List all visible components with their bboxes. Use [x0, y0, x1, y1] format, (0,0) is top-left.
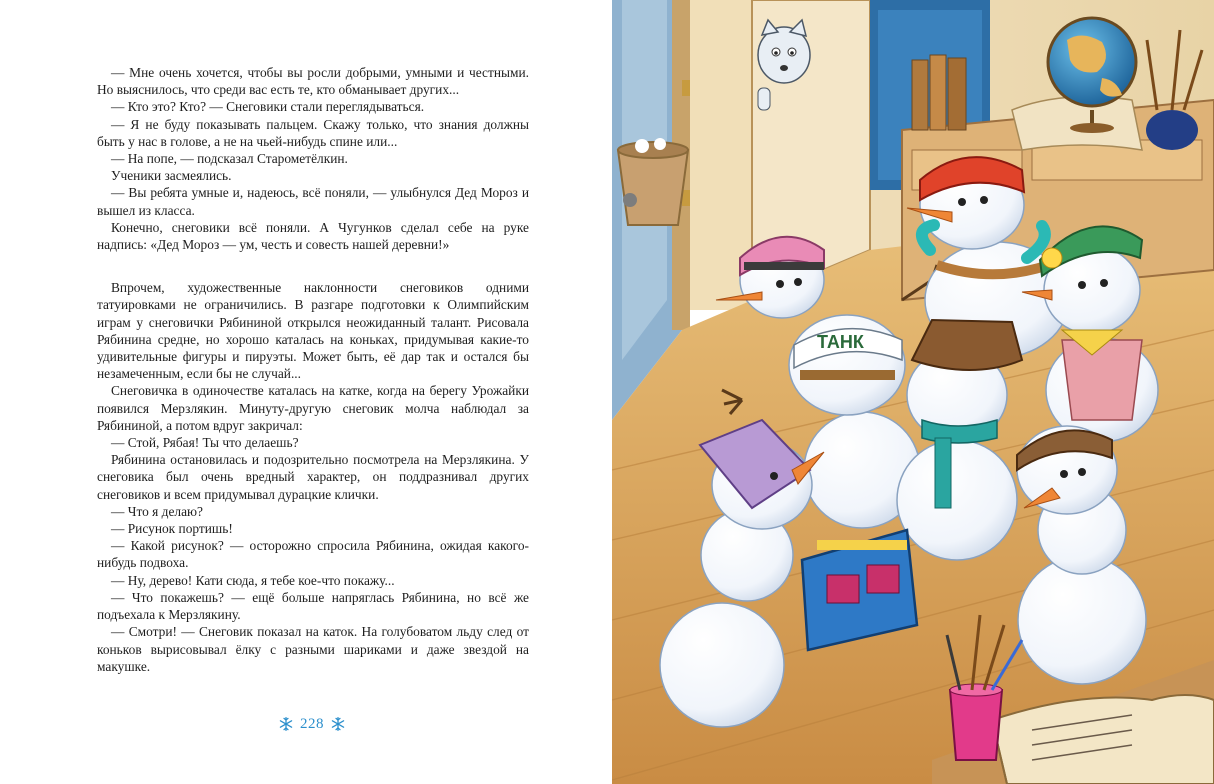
paragraph: — Рисунок портишь! [111, 521, 233, 537]
pencil-cup [950, 690, 1002, 760]
page-footer [262, 711, 362, 737]
paragraph: Рябинина остановилась и подозрительно посмотрела на Мерзлякина. У снеговика был очень вредный характер, он поддразнивал других снеговиков и всем придумывал дурацкие клички. [97, 452, 529, 502]
paragraph: Впрочем, художественные наклонности снеговиков одними татуировками не ограничились. В разгаре подготовки к Олимпийским играм у снеговички Рябининой открылся неожиданный талант. Рисовала Рябинина средне, но хорошо каталась на коньках, придумывая какие-то удивительные фигуры и пируэты. Может быть, её дар так и остался бы незамеченным, если бы не случай... [97, 280, 529, 382]
page-number: 228 [300, 715, 324, 732]
paragraph: Конечно, снеговики всё поняли. А Чугунков сделал себе на руке надпись: «Дед Мороз — ум, честь и совесть нашей деревни!» [97, 219, 529, 253]
paragraph: Снеговичка в одиночестве каталась на катке, когда на берегу Урожайки появился Мерзлякин. Минуту-другую снеговик молча наблюдал за Рябининой, а потом вдруг закричал: [97, 383, 529, 433]
text-column [97, 64, 529, 675]
books [912, 55, 966, 130]
paragraph: — Вы ребята умные и, надеюсь, всё поняли, — улыбнулся Дед Мороз и вышел из класса. [97, 185, 529, 218]
paragraph: — Какой рисунок? — осторожно спросила Рябинина, ожидая какого-нибудь подвоха. [97, 538, 529, 571]
waste-basket [618, 138, 688, 225]
paragraph: Ученики засмеялись. [111, 168, 232, 184]
snowflake-icon [278, 716, 294, 732]
paragraph: — Я не буду показывать пальцем. Скажу только, что знания должны быть у нас в голове, а не на чьей-нибудь спине или... [97, 116, 529, 149]
paragraph: — Смотри! — Снеговик показал на каток. На голубоватом льду след от коньков вырисовывал ёлку с разными шариками и даже звездой на макушке. [97, 624, 529, 674]
paragraph: — Что покажешь? — ещё больше напряглась Рябинина, но всё же подъехала к Мерзлякину. [97, 589, 529, 623]
paragraph: — Стой, Рябая! Ты что делаешь? [111, 435, 299, 451]
classroom-illustration [612, 0, 1214, 784]
section-gap [97, 253, 529, 279]
paragraph: — Мне очень хочется, чтобы вы росли добрыми, умными и честными. Но выяснилось, что среди вас есть те, кто обманывает других... [97, 65, 529, 98]
paragraph: — Ну, дерево! Кати сюда, я тебе кое-что покажу... [111, 572, 395, 588]
paragraph: — Что я делаю? [111, 503, 203, 519]
sash-text: ТАНК [817, 332, 864, 352]
paragraph: — Кто это? Кто? — Снеговики стали переглядываться. [111, 99, 425, 115]
snowflake-icon [330, 716, 346, 732]
paragraph: — На попе, — подсказал Старометёлкин. [111, 151, 348, 167]
illustration-page [612, 0, 1214, 784]
